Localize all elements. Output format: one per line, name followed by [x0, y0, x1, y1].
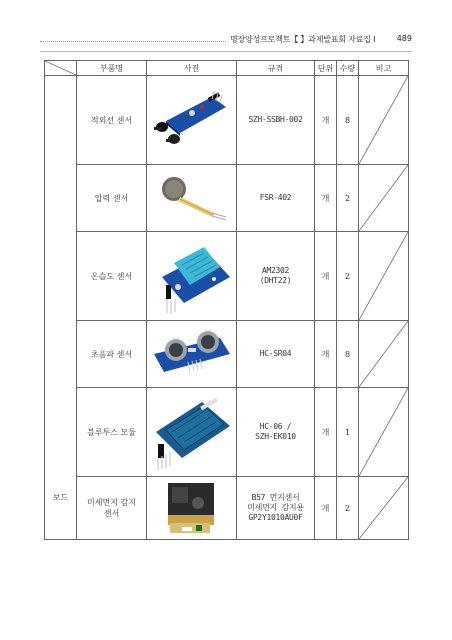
part-photo — [147, 76, 237, 165]
part-photo — [147, 232, 237, 321]
bluetooth-module-icon — [150, 392, 234, 472]
col-header-name: 부품명 — [77, 61, 147, 76]
col-header-qty: 수량 — [337, 61, 359, 76]
part-unit: 개 — [315, 165, 337, 232]
part-name: 초음파 센서 — [77, 321, 147, 388]
part-qty: 8 — [337, 321, 359, 388]
col-header-unit: 단위 — [315, 61, 337, 76]
part-note — [359, 477, 409, 540]
part-qty: 8 — [337, 76, 359, 165]
dust-sensor-icon — [162, 479, 222, 537]
spec-line: GP2Y1010AU0F — [248, 513, 303, 522]
page-header — [40, 34, 412, 48]
part-note — [359, 76, 409, 165]
part-unit: 개 — [315, 76, 337, 165]
spec-line: SZH-EK010 — [255, 432, 296, 441]
part-spec — [237, 232, 315, 321]
header-corner-cell — [45, 61, 77, 76]
part-qty: 2 — [337, 165, 359, 232]
part-qty: 2 — [337, 477, 359, 540]
spec-line: (DHT22) — [259, 276, 292, 285]
part-name: 적외선 센서 — [77, 76, 147, 165]
header-dotted-rule — [40, 41, 226, 42]
part-unit: 개 — [315, 321, 337, 388]
group-cell — [45, 76, 77, 540]
part-unit: 개 — [315, 477, 337, 540]
part-photo — [147, 165, 237, 232]
group-label: 보드 — [52, 493, 69, 502]
part-unit: 개 — [315, 388, 337, 477]
part-spec: SZH-SSBH-002 — [237, 76, 315, 165]
part-spec: FSR-402 — [237, 165, 315, 232]
part-note — [359, 165, 409, 232]
table-row — [45, 76, 409, 165]
part-photo — [147, 321, 237, 388]
header-rule — [40, 51, 412, 52]
page-number: 489 — [396, 34, 412, 43]
dht22-sensor-icon — [152, 237, 232, 315]
col-header-spec: 규격 — [237, 61, 315, 76]
parts-table — [44, 60, 409, 540]
part-qty: 2 — [337, 232, 359, 321]
part-name: 압력 센서 — [77, 165, 147, 232]
part-qty: 1 — [337, 388, 359, 477]
name-line: 미세먼지 감지 — [87, 498, 136, 507]
ultrasonic-sensor-icon — [150, 326, 234, 382]
force-sensor-icon — [152, 173, 232, 223]
name-line: 센서 — [103, 509, 120, 518]
table-header-row — [45, 61, 409, 76]
part-note — [359, 232, 409, 321]
spec-line: B57 먼지센서 — [251, 493, 300, 502]
part-spec: HC-SR04 — [237, 321, 315, 388]
ir-sensor-module-icon — [152, 87, 232, 153]
part-photo — [147, 388, 237, 477]
table-row — [45, 321, 409, 388]
col-header-photo: 사진 — [147, 61, 237, 76]
col-header-note: 비고 — [359, 61, 409, 76]
part-spec — [237, 477, 315, 540]
table-row — [45, 388, 409, 477]
part-note — [359, 388, 409, 477]
part-name: 블루투스 모듈 — [77, 388, 147, 477]
part-spec — [237, 388, 315, 477]
spec-line: HC-06 / — [259, 422, 292, 431]
part-name — [77, 477, 147, 540]
table-row — [45, 165, 409, 232]
part-unit: 개 — [315, 232, 337, 321]
part-note — [359, 321, 409, 388]
table-row — [45, 232, 409, 321]
spec-line: 미세먼지 감지용 — [247, 503, 304, 512]
table-row — [45, 477, 409, 540]
part-name: 온습도 센서 — [77, 232, 147, 321]
header-title: 명장양성프로젝트【 】과제발표회 자료집 Ⅰ — [230, 35, 376, 44]
spec-line: AM2302 — [261, 266, 290, 275]
part-photo — [147, 477, 237, 540]
